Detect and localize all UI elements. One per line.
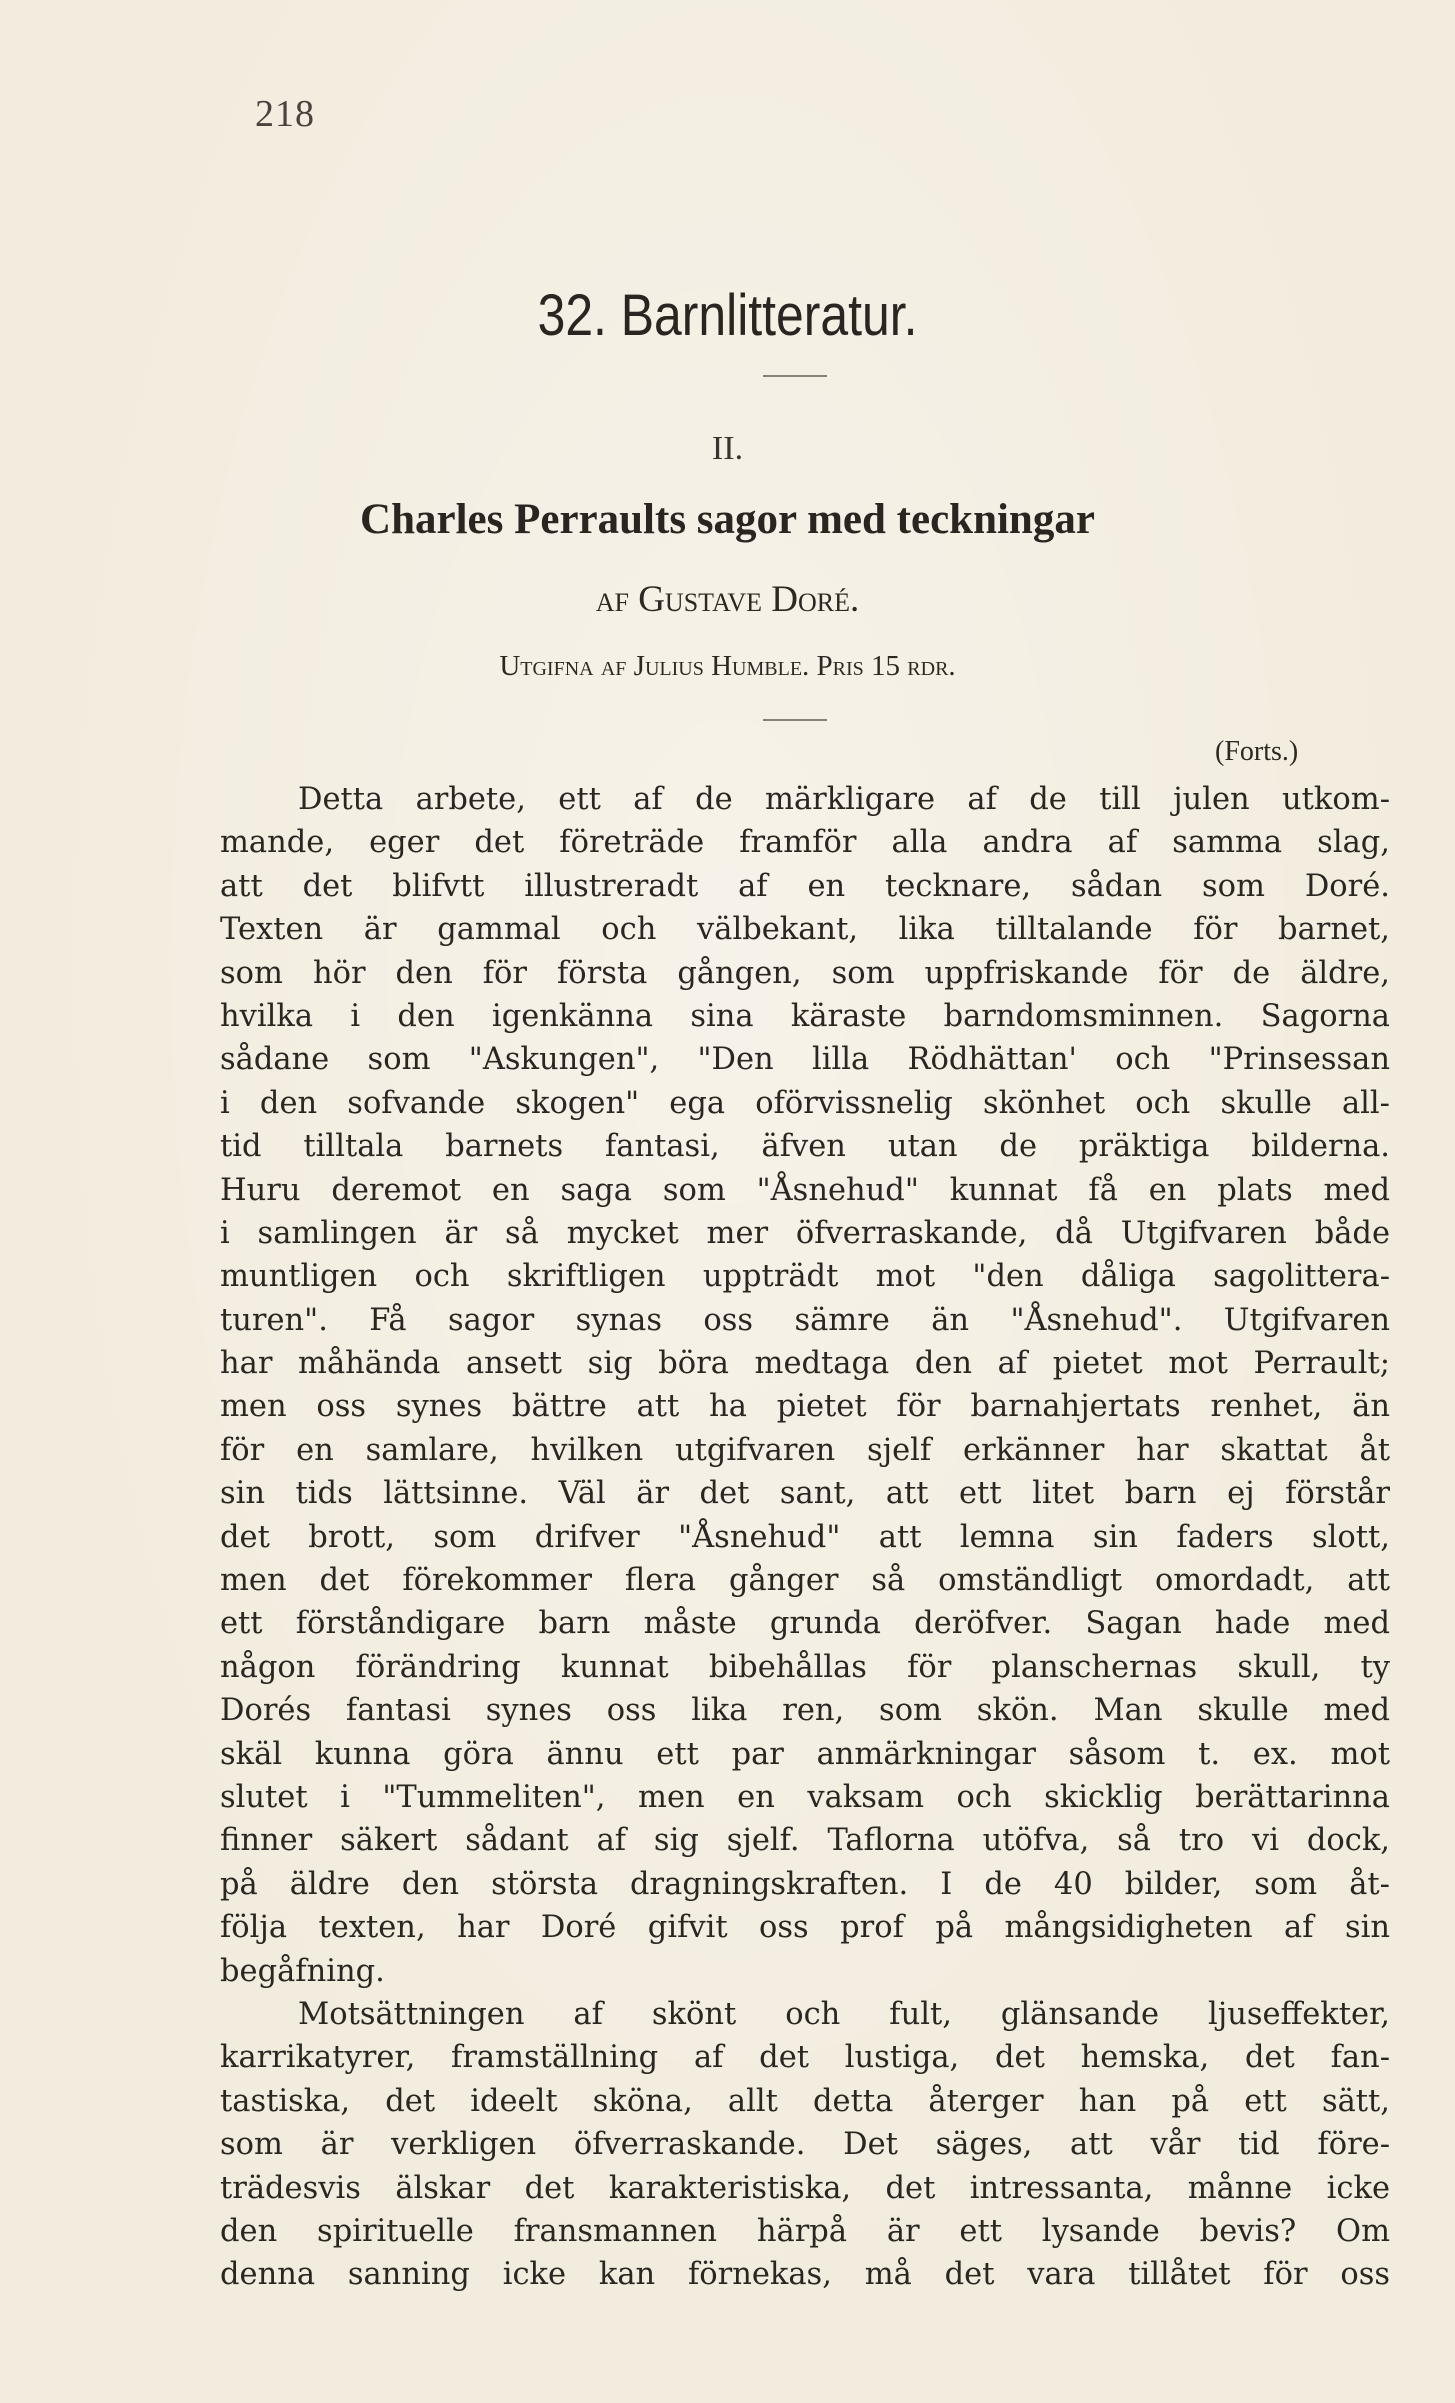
text-line: begåfning. (220, 1953, 385, 1989)
text-line: Huru deremot en saga som "Åsnehud" kunnat få en plats med (220, 1172, 1390, 1208)
text-line: karrikatyrer, framställning af det lustiga, det hemska, det fan- (220, 2040, 1390, 2076)
text-line: tastiska, det ideelt sköna, allt detta återger han på ett sätt, (220, 2083, 1390, 2119)
text-line: för en samlare, hvilken utgifvaren sjelf erkänner har skattat åt (220, 1432, 1390, 1468)
text-line: som hör den för första gången, som uppfriskande för de äldre, (220, 955, 1390, 991)
text-line: mande, eger det företräde framför alla andra af samma slag, (220, 825, 1390, 861)
text-line: skäl kunna göra ännu ett par anmärkningar såsom t. ex. mot (220, 1736, 1390, 1772)
text-line: Motsättningen af skönt och fult, glänsande ljuseffekter, (298, 1996, 1390, 2032)
author-line: af Gustave Doré. (595, 579, 860, 620)
text-line: men det förekommer flera gånger så omständligt omordadt, att (220, 1563, 1390, 1599)
body-text (220, 778, 1390, 2297)
text-line: ett förståndigare barn måste grunda deröfver. Sagan hade med (220, 1606, 1390, 1642)
text-line: som är verkligen öfverraskande. Det säges, att vår tid före- (220, 2127, 1390, 2163)
section-title: 32. Barnlitteratur. (537, 283, 918, 348)
text-line: muntligen och skriftligen uppträdt mot "den dåliga sagolittera- (220, 1259, 1390, 1295)
page-number: 218 (255, 93, 315, 135)
text-line: i den sofvande skogen" ega oförvissnelig skönhet och skulle all- (220, 1085, 1390, 1121)
text-line: någon förändring kunnat bibehållas för planschernas skull, ty (220, 1649, 1390, 1685)
book-title: Charles Perraults sagor med teckningar (360, 496, 1095, 543)
text-line: finner säkert sådant af sig sjelf. Taflorna utöfva, så tro vi dock, (220, 1823, 1390, 1859)
divider-rule (763, 375, 827, 377)
text-line: Dorés fantasi synes oss lika ren, som skön. Man skulle med (220, 1693, 1390, 1729)
text-line: sådane som "Askungen", "Den lilla Rödhättan' och "Prinsessan (220, 1042, 1390, 1078)
text-line: slutet i "Tummeliten", men en vaksam och skicklig berättarinna (220, 1779, 1390, 1815)
text-line: tid tilltala barnets fantasi, äfven utan de präktiga bilderna. (220, 1129, 1390, 1165)
text-line: sin tids lättsinne. Väl är det sant, att ett litet barn ej förstår (220, 1476, 1390, 1512)
publisher-line: Utgifna af Julius Humble. Pris 15 rdr. (499, 650, 956, 682)
text-line: Texten är gammal och välbekant, lika tilltalande för barnet, (220, 912, 1390, 948)
text-line: turen". Få sagor synas oss sämre än "Åsnehud". Utgifvaren (220, 1302, 1390, 1338)
divider-rule (763, 719, 827, 721)
text-line: att det blifvtt illustreradt af en tecknare, sådan som Doré. (220, 868, 1390, 904)
part-number: II. (711, 430, 744, 467)
text-line: trädesvis älskar det karakteristiska, det intressanta, månne icke (220, 2170, 1390, 2206)
text-line: på äldre den största dragningskraften. I de 40 bilder, som åt- (220, 1866, 1390, 1902)
continued-note: (Forts.) (1215, 736, 1299, 767)
text-line: men oss synes bättre att ha pietet för barnahjertats renhet, än (220, 1389, 1390, 1425)
text-line: det brott, som drifver "Åsnehud" att lemna sin faders slott, (220, 1519, 1390, 1555)
text-line: följa texten, har Doré gifvit oss prof på mångsidigheten af sin (220, 1910, 1390, 1946)
text-line: har måhända ansett sig böra medtaga den af pietet mot Perrault; (220, 1346, 1390, 1382)
text-line: denna sanning icke kan förnekas, må det vara tillåtet för oss (220, 2257, 1390, 2293)
text-line: i samlingen är så mycket mer öfverraskande, då Utgifvaren både (220, 1215, 1390, 1251)
text-line: hvilka i den igenkänna sina käraste barndomsminnen. Sagorna (220, 998, 1390, 1034)
text-line: den spirituelle fransmannen härpå är ett lysande bevis? Om (220, 2213, 1390, 2249)
text-line: Detta arbete, ett af de märkligare af de till julen utkom- (298, 782, 1390, 817)
